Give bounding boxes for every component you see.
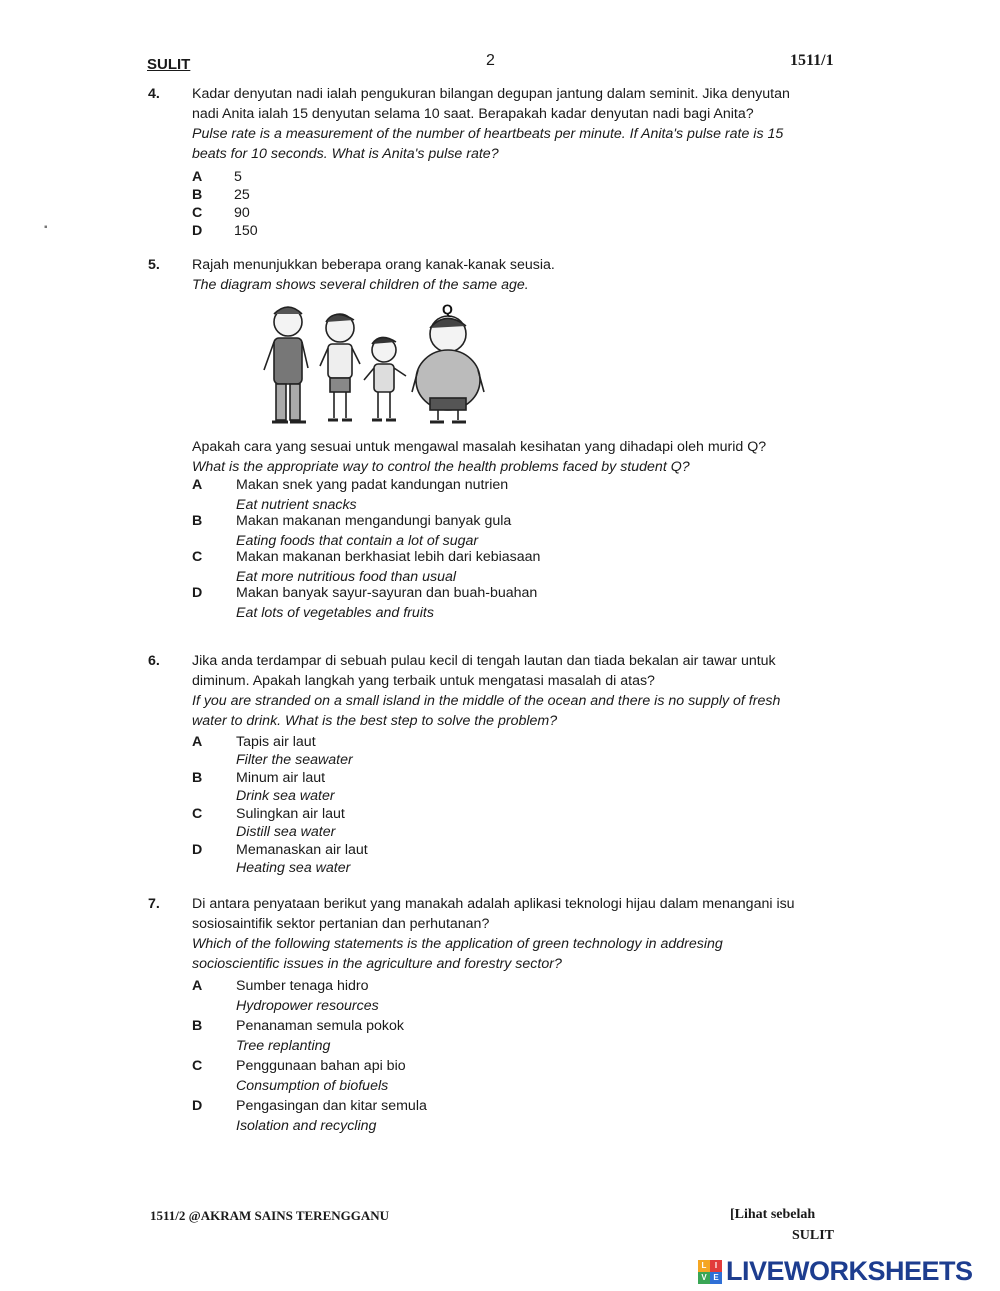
question-7 xyxy=(148,894,848,1136)
question-text-en: beats for 10 seconds. What is Anita's pulse rate? xyxy=(192,146,499,162)
option-a[interactable]: A Tapis air laut Filter the seawater xyxy=(192,734,353,768)
liveworksheets-logo-icon: L I V E xyxy=(698,1260,722,1284)
child-1 xyxy=(264,307,308,422)
option-c[interactable]: C Penggunaan bahan api bio Consumption of biofuels xyxy=(192,1058,406,1094)
question-text-en: water to drink. What is the best step to solve the problem? xyxy=(192,713,558,729)
child-q xyxy=(412,316,484,422)
question-4 xyxy=(148,84,848,240)
option-d[interactable]: D Pengasingan dan kitar semula Isolation and recycling xyxy=(192,1098,427,1134)
footer-code: 1511/2 @AKRAM SAINS TERENGGANU xyxy=(150,1208,390,1223)
paper-code: 1511/1 xyxy=(790,52,834,69)
footer-turn-over: [Lihat sebelah xyxy=(730,1207,816,1222)
question-text-en: Pulse rate is a measurement of the number of heartbeats per minute. If Anita's pulse rate is 15 xyxy=(192,126,784,142)
question-number: 6. xyxy=(148,653,160,669)
header-sulit: SULIT xyxy=(147,56,191,73)
question-5 xyxy=(148,255,848,295)
question-number: 7. xyxy=(148,896,160,912)
footer-sulit: SULIT xyxy=(792,1228,835,1243)
children-illustration xyxy=(262,300,500,428)
question-text-en: socioscientific issues in the agriculture and forestry sector? xyxy=(192,956,562,972)
question-text-en: If you are stranded on a small island in the middle of the ocean and there is no supply of fresh xyxy=(192,693,781,709)
question-text-ms: Jika anda terdampar di sebuah pulau kecil di tengah lautan dan tiada bekalan air tawar untuk xyxy=(192,653,776,669)
liveworksheets-watermark xyxy=(698,1256,973,1287)
child-3 xyxy=(364,337,406,420)
page-number: 2 xyxy=(486,52,495,69)
question-text-ms: Di antara penyataan berikut yang manakah adalah aplikasi teknologi hijau dalam menangani isu xyxy=(192,896,795,912)
option-a[interactable]: A Sumber tenaga hidro Hydropower resources xyxy=(192,978,379,1014)
option-c[interactable]: C Makan makanan berkhasiat lebih dari kebiasaan Eat more nutritious food than usual xyxy=(192,549,541,585)
question-text-ms: Kadar denyutan nadi ialah pengukuran bilangan degupan jantung dalam seminit. Jika denyutan xyxy=(192,86,790,102)
option-d[interactable]: D Memanaskan air laut Heating sea water xyxy=(192,842,368,876)
question-5-prompt xyxy=(148,437,848,623)
scan-mark: ▪ xyxy=(44,222,48,233)
liveworksheets-brand: LIVEWORKSHEETS xyxy=(726,1256,973,1286)
option-c[interactable]: C 90 xyxy=(192,205,250,221)
question-text-ms: Apakah cara yang sesuai untuk mengawal masalah kesihatan yang dihadapi oleh murid Q? xyxy=(192,439,767,455)
child-2 xyxy=(320,314,360,420)
option-b[interactable]: B Penanaman semula pokok Tree replanting xyxy=(192,1018,404,1054)
option-b[interactable]: B Minum air laut Drink sea water xyxy=(192,770,335,804)
option-a[interactable]: A Makan snek yang padat kandungan nutrien Eat nutrient snacks xyxy=(192,477,509,513)
option-d[interactable]: D 150 xyxy=(192,223,258,239)
option-b[interactable]: B 25 xyxy=(192,187,250,203)
question-text-ms: Rajah menunjukkan beberapa orang kanak-kanak seusia. xyxy=(192,257,555,273)
option-c[interactable]: C Sulingkan air laut Distill sea water xyxy=(192,806,345,840)
option-d[interactable]: D Makan banyak sayur-sayuran dan buah-buahan Eat lots of vegetables and fruits xyxy=(192,585,538,621)
question-text-ms: sosiosaintifik sektor pertanian dan perhutanan? xyxy=(192,916,490,932)
question-6 xyxy=(148,651,848,877)
question-text-ms: nadi Anita ialah 15 denyutan selama 10 saat. Berapakah kadar denyutan nadi bagi Anita? xyxy=(192,106,754,122)
question-number: 4. xyxy=(148,86,160,102)
question-number: 5. xyxy=(148,257,160,273)
figure-label-q: Q xyxy=(442,301,453,317)
question-text-en: The diagram shows several children of the same age. xyxy=(192,277,529,293)
question-text-en: Which of the following statements is the application of green technology in addresing xyxy=(192,936,723,952)
question-text-ms: diminum. Apakah langkah yang terbaik untuk mengatasi masalah di atas? xyxy=(192,673,655,689)
option-a[interactable]: A 5 xyxy=(192,169,242,185)
option-b[interactable]: B Makan makanan mengandungi banyak gula Eating foods that contain a lot of sugar xyxy=(192,513,512,549)
question-text-en: What is the appropriate way to control the health problems faced by student Q? xyxy=(192,459,690,475)
